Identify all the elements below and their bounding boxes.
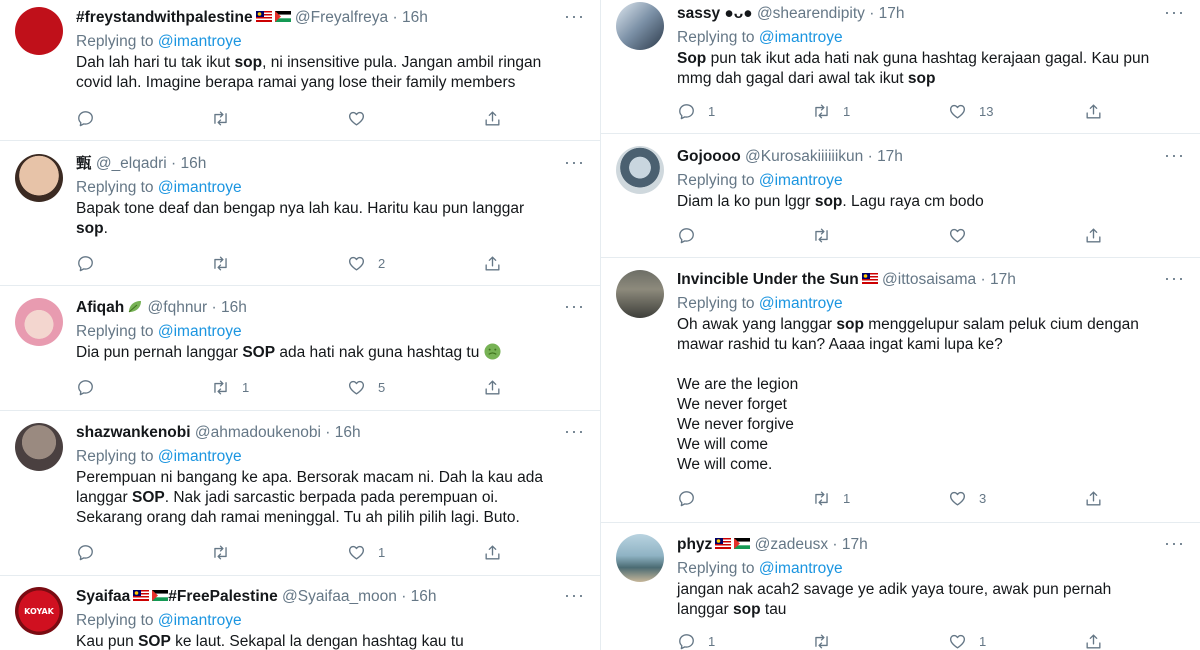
leaf-emoji-icon [127, 300, 143, 314]
mention-link[interactable]: @imantroye [157, 323, 242, 340]
timestamp[interactable]: 17h [989, 271, 1016, 288]
separator-dot: · [211, 299, 217, 316]
heart-icon [948, 102, 967, 121]
action-bar [677, 630, 1117, 650]
heart-icon [347, 254, 366, 273]
user-handle[interactable]: @_elqadri [95, 155, 167, 172]
replying-to [76, 177, 570, 199]
reply-icon [677, 102, 696, 121]
reply-button[interactable] [76, 541, 107, 563]
share-button[interactable] [1084, 630, 1103, 650]
action-bar [76, 107, 516, 129]
like-count: 13 [979, 103, 994, 119]
malaysia-flag-icon [256, 11, 272, 22]
replying-to-label: Replying to [76, 448, 154, 465]
share-icon [1084, 102, 1103, 121]
reply-icon [76, 254, 95, 273]
mention-link[interactable]: @imantroye [758, 560, 843, 577]
timestamp[interactable]: 17h [877, 148, 903, 165]
display-name[interactable]: #freystandwithpalestine [76, 9, 253, 26]
avatar[interactable] [15, 154, 63, 202]
reply-button[interactable] [76, 376, 107, 398]
heart-icon [948, 489, 967, 508]
text-bold: sop [814, 193, 843, 210]
tweet[interactable] [601, 523, 1200, 650]
text-bold: Sop [677, 50, 707, 67]
text-bold: SOP [132, 489, 165, 506]
reply-button[interactable] [76, 107, 107, 129]
separator-dot: · [980, 271, 986, 288]
display-name[interactable]: Invincible Under the Sun [677, 271, 859, 288]
text-segment: . [103, 220, 108, 237]
tweet-text [76, 53, 570, 93]
tweet-text [677, 580, 1170, 620]
share-icon [483, 254, 502, 273]
user-handle[interactable]: @zadeusx [754, 536, 829, 553]
heart-icon [948, 226, 967, 245]
user-handle[interactable]: @Freyalfreya [294, 9, 389, 26]
timestamp[interactable]: 17h [841, 536, 868, 553]
text-segment: , ni insensitive pula. Jangan ambil ringan [262, 54, 542, 71]
share-icon [1084, 226, 1103, 245]
tweet[interactable] [0, 141, 600, 286]
display-name-hashtag[interactable]: #FreePalestine [168, 588, 278, 605]
reply-icon [677, 226, 696, 245]
more-options-icon[interactable]: ··· [564, 296, 585, 316]
text-segment: . Lagu raya cm bodo [842, 193, 984, 210]
retweet-icon [812, 632, 831, 650]
timestamp[interactable]: 16h [180, 155, 207, 172]
reply-button[interactable] [677, 630, 715, 650]
like-button[interactable] [948, 100, 993, 122]
text-segment: Dia pun pernah langgar [76, 344, 243, 361]
retweet-count: 1 [242, 379, 250, 395]
action-bar [76, 252, 516, 274]
tweet[interactable] [601, 258, 1200, 523]
retweet-icon [812, 489, 831, 508]
mention-link[interactable]: @imantroye [157, 33, 242, 50]
like-button[interactable] [347, 107, 378, 129]
like-count: 3 [979, 490, 987, 506]
display-name[interactable]: Syaifaa [76, 588, 131, 605]
user-handle[interactable]: @Syaifaa_moon [282, 588, 397, 605]
action-bar [677, 224, 1117, 246]
display-name[interactable]: shazwankenobi [76, 424, 191, 441]
display-name[interactable]: phyz [677, 536, 713, 553]
text-bold: sop [234, 54, 263, 71]
tweet[interactable] [0, 286, 600, 411]
reply-button[interactable] [677, 100, 715, 122]
tweet[interactable] [601, 0, 1200, 134]
text-line: covid lah. Imagine berapa ramai yang lose their family members [76, 74, 516, 91]
more-options-icon[interactable]: ··· [564, 585, 585, 605]
tweet[interactable] [0, 411, 600, 576]
reply-button[interactable] [677, 224, 708, 246]
reply-button[interactable] [677, 487, 708, 509]
avatar[interactable] [616, 270, 664, 318]
like-button[interactable] [948, 224, 979, 246]
timestamp[interactable]: 16h [334, 424, 361, 441]
reply-icon [76, 109, 95, 128]
replying-to [76, 610, 570, 632]
replying-to-label: Replying to [677, 29, 755, 46]
text-line [677, 355, 1170, 375]
user-handle[interactable]: @ahmadoukenobi [194, 424, 321, 441]
share-icon [1084, 489, 1103, 508]
avatar[interactable] [616, 2, 664, 50]
more-options-icon[interactable]: ··· [1164, 145, 1185, 165]
text-bold: sop [76, 220, 104, 237]
palestine-flag-icon [275, 11, 291, 22]
heart-icon [347, 543, 366, 562]
user-handle[interactable]: @fqhnur [147, 299, 208, 316]
palestine-flag-icon [734, 538, 750, 549]
replying-to [76, 31, 570, 53]
nauseated-face-emoji-icon [484, 343, 501, 360]
heart-icon [347, 378, 366, 397]
tweet-text [76, 199, 570, 239]
share-button[interactable] [483, 541, 502, 563]
mention-link[interactable]: @imantroye [758, 172, 843, 189]
replying-to [76, 321, 570, 343]
text-bold: SOP [138, 633, 171, 650]
retweet-button[interactable] [211, 107, 242, 129]
share-button[interactable] [1084, 224, 1103, 246]
tweet-text [677, 49, 1170, 89]
text-segment: Dah lah hari tu tak ikut [76, 54, 235, 71]
tweet-text [76, 632, 570, 650]
timestamp[interactable]: 16h [410, 588, 437, 605]
like-button[interactable] [948, 630, 986, 650]
more-options-icon[interactable]: ··· [1164, 2, 1185, 22]
reply-icon [677, 489, 696, 508]
like-count: 1 [979, 633, 987, 649]
text-bold: sop [907, 70, 936, 87]
retweet-icon [211, 254, 230, 273]
separator-dot: · [392, 9, 398, 26]
text-bold: sop [733, 601, 761, 618]
like-count: 5 [378, 379, 386, 395]
replying-to [677, 170, 1170, 192]
user-handle[interactable]: @shearendipity [756, 5, 865, 22]
like-button[interactable] [347, 541, 385, 563]
retweet-button[interactable] [211, 376, 249, 398]
retweet-button[interactable] [812, 630, 843, 650]
right-column [601, 0, 1200, 650]
separator-dot: · [867, 148, 873, 165]
tweet-text [677, 315, 1170, 475]
share-button[interactable] [483, 376, 502, 398]
like-count: 1 [378, 544, 386, 560]
user-handle[interactable]: @ittosaisama [882, 271, 977, 288]
share-button[interactable] [1084, 100, 1103, 122]
text-line: jangan nak acah2 savage ye adik yaya toure, awak pun pernah [677, 581, 1112, 598]
share-icon [483, 543, 502, 562]
timestamp[interactable]: 17h [878, 5, 905, 22]
like-count: 2 [378, 255, 386, 271]
tweet-text [76, 468, 570, 528]
text-line: We are the legion [677, 376, 799, 393]
text-line: We will come. [677, 456, 773, 473]
replying-to [677, 27, 1170, 49]
replying-to [76, 446, 570, 468]
retweet-button[interactable] [211, 252, 242, 274]
mention-link[interactable]: @imantroye [758, 29, 843, 46]
heart-icon [948, 632, 967, 650]
text-line: Bapak tone deaf dan bengap nya lah kau. Haritu kau pun langgar [76, 200, 525, 217]
retweet-button[interactable] [812, 487, 850, 509]
avatar-logo-text: KOYAK [24, 606, 54, 616]
share-button[interactable] [1084, 487, 1103, 509]
text-line: Sekarang orang dah ramai meninggal. Tu ah pilih pilih lagi. Buto. [76, 509, 520, 526]
share-button[interactable] [483, 252, 502, 274]
avatar[interactable] [616, 534, 664, 582]
mention-link[interactable]: @imantroye [157, 448, 242, 465]
text-segment: . Nak jadi sarcastic berpada pada perempuan oi. [164, 489, 499, 506]
separator-dot: · [832, 536, 838, 553]
more-options-icon[interactable]: ··· [1164, 268, 1185, 288]
text-bold: sop [836, 316, 864, 333]
display-name[interactable]: Afiqah [76, 299, 125, 316]
text-segment: menggelupur salam peluk cium dengan [863, 316, 1139, 333]
text-segment: langgar [677, 601, 734, 618]
retweet-icon [211, 378, 230, 397]
text-segment: Kau pun [76, 633, 139, 650]
share-icon [483, 109, 502, 128]
retweet-icon [812, 102, 831, 121]
text-line: mawar rashid tu kan? Aaaa ingat kami lupa ke? [677, 336, 1003, 353]
like-button[interactable] [347, 252, 385, 274]
text-segment: Diam la ko pun lggr [677, 193, 815, 210]
reply-count: 1 [708, 633, 716, 649]
reply-count: 1 [708, 103, 716, 119]
tweet[interactable] [0, 0, 600, 141]
reply-icon [76, 543, 95, 562]
separator-dot: · [171, 155, 177, 172]
text-segment: ada hati nak guna hashtag tu [275, 344, 480, 361]
retweet-button[interactable] [812, 224, 843, 246]
heart-icon [347, 109, 366, 128]
timestamp[interactable]: 16h [401, 9, 428, 26]
share-button[interactable] [483, 107, 502, 129]
separator-dot: · [325, 424, 331, 441]
tweet[interactable] [601, 134, 1200, 258]
malaysia-flag-icon [133, 590, 149, 601]
like-button[interactable] [347, 376, 385, 398]
tweet-text [677, 192, 1170, 212]
reply-icon [76, 378, 95, 397]
replying-to [677, 558, 1170, 580]
replying-to-label: Replying to [76, 323, 154, 340]
retweet-count: 1 [843, 103, 851, 119]
share-icon [1084, 632, 1103, 650]
text-line: We never forget [677, 396, 787, 413]
action-bar [76, 541, 516, 563]
avatar[interactable] [15, 298, 63, 346]
text-segment: mmg dah gagal dari awal tak ikut [677, 70, 908, 87]
text-segment: pun tak ikut ada hati nak guna hashtag kerajaan gagal. Kau pun [706, 50, 1150, 67]
user-handle[interactable]: @Kurosakiiiiiikun [745, 148, 864, 165]
display-name[interactable]: sassy [677, 5, 721, 22]
retweet-icon [812, 226, 831, 245]
palestine-flag-icon [152, 590, 168, 601]
avatar[interactable] [616, 146, 664, 194]
text-segment: ke laut. Sekapal la dengan hashtag kau tu [170, 633, 464, 650]
text-segment: langgar [76, 489, 133, 506]
retweet-icon [211, 109, 230, 128]
avatar[interactable] [15, 587, 63, 635]
tweet-text [76, 343, 570, 363]
replying-to-label: Replying to [677, 560, 755, 577]
malaysia-flag-icon [715, 538, 731, 549]
replying-to-label: Replying to [76, 612, 154, 629]
text-line: We will come [677, 436, 769, 453]
replying-to-label: Replying to [76, 33, 154, 50]
display-name-emoji[interactable]: ●ᴗ● [724, 5, 753, 22]
malaysia-flag-icon [862, 273, 878, 284]
mention-link[interactable]: @imantroye [157, 179, 242, 196]
text-line: Perempuan ni bangang ke apa. Bersorak macam ni. Dah la kau ada [76, 469, 544, 486]
more-options-icon[interactable]: ··· [564, 6, 585, 26]
action-bar [677, 100, 1117, 122]
more-options-icon[interactable]: ··· [564, 152, 585, 172]
mention-link[interactable]: @imantroye [758, 295, 843, 312]
retweet-count: 1 [843, 490, 851, 506]
text-segment: tau [760, 601, 787, 618]
timestamp[interactable]: 16h [221, 299, 247, 316]
like-button[interactable] [948, 487, 986, 509]
text-segment: Oh awak yang langgar [677, 316, 837, 333]
replying-to-label: Replying to [76, 179, 154, 196]
separator-dot: · [401, 588, 407, 605]
text-bold: SOP [242, 344, 276, 361]
display-name[interactable]: 甄 [76, 155, 92, 172]
separator-dot: · [869, 5, 875, 22]
more-options-icon[interactable]: ··· [564, 421, 585, 441]
avatar[interactable] [15, 7, 63, 55]
retweet-button[interactable] [211, 541, 242, 563]
retweet-icon [211, 543, 230, 562]
share-icon [483, 378, 502, 397]
action-bar [677, 487, 1117, 509]
replying-to [677, 293, 1170, 315]
display-name[interactable]: Gojoooo [677, 148, 741, 165]
more-options-icon[interactable]: ··· [1164, 533, 1185, 553]
tweet[interactable] [0, 576, 600, 650]
mention-link[interactable]: @imantroye [157, 612, 242, 629]
retweet-button[interactable] [812, 100, 850, 122]
action-bar [76, 376, 516, 398]
replying-to-label: Replying to [677, 172, 755, 189]
replying-to-label: Replying to [677, 295, 755, 312]
reply-button[interactable] [76, 252, 107, 274]
reply-icon [677, 632, 696, 650]
text-line: We never forgive [677, 416, 794, 433]
avatar[interactable] [15, 423, 63, 471]
